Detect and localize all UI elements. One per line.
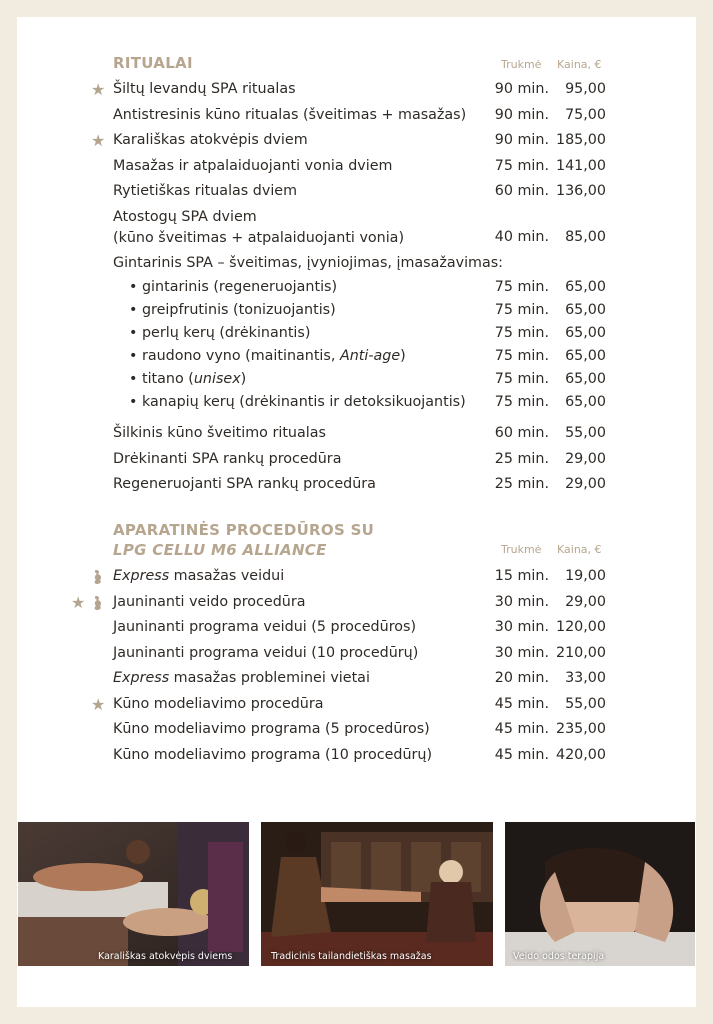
service-name: Antistresinis kūno ritualas (šveitimas + masažas) — [113, 106, 467, 123]
service-name — [113, 564, 284, 590]
service-duration: 75 min. — [494, 302, 549, 318]
service-duration: 90 min. — [494, 132, 549, 148]
service-name-italic: Anti-age — [339, 348, 401, 364]
service-price: 235,00 — [555, 721, 606, 737]
service-row — [17, 564, 696, 590]
service-price: 65,00 — [565, 394, 606, 410]
section-subtitle: LPG CELLU M6 ALLIANCE — [113, 541, 327, 559]
service-duration: 25 min. — [494, 476, 549, 492]
service-name: Šiltų levandų SPA ritualas — [113, 81, 296, 97]
service-price: 85,00 — [565, 228, 606, 245]
service-price: 185,00 — [555, 132, 606, 148]
service-price: 33,00 — [565, 670, 606, 686]
service-row — [17, 345, 696, 368]
service-row — [17, 590, 696, 616]
service-row — [17, 368, 696, 391]
lpg-section — [17, 520, 696, 768]
service-name: Karališkas atokvėpis dviem — [113, 132, 308, 148]
service-price: 55,00 — [565, 695, 606, 712]
service-duration: 45 min. — [494, 746, 549, 763]
service-name: Masažas ir atpalaiduojanti vonia dviem — [113, 157, 393, 174]
service-name-part: masažas probleminei vietai — [169, 670, 370, 686]
service-price: 75,00 — [565, 106, 606, 123]
service-price: 136,00 — [555, 183, 606, 199]
service-row — [17, 179, 696, 205]
service-name: Jauninanti veido procedūra — [113, 593, 306, 610]
service-name — [113, 666, 370, 692]
service-price: 65,00 — [565, 302, 606, 318]
section-title: APARATINĖS PROCEDŪROS SU — [113, 521, 375, 539]
price-column-header: Kaina, € — [557, 58, 602, 71]
lpg-device-icon — [92, 595, 104, 611]
service-price: 65,00 — [565, 325, 606, 341]
service-duration: 60 min. — [494, 425, 549, 441]
service-name: • kanapių kerų (drėkinantis ir detoksikuojantis) — [129, 394, 466, 410]
service-name: • greipfrutinis (tonizuojantis) — [129, 302, 336, 318]
service-duration: 15 min. — [494, 568, 549, 584]
section-title: RITUALAI — [113, 54, 193, 72]
duration-column-header: Trukmė — [501, 58, 542, 71]
service-price: 95,00 — [565, 81, 606, 97]
service-price: 29,00 — [565, 593, 606, 610]
photo-thai-massage — [261, 822, 493, 966]
service-duration: 60 min. — [494, 183, 549, 199]
service-name: Kūno modeliavimo procedūra — [113, 695, 324, 712]
service-name: Kūno modeliavimo programa (10 procedūrų) — [113, 746, 433, 763]
service-name: Rytietiškas ritualas dviem — [113, 183, 298, 199]
photo-facial-therapy-image — [505, 822, 695, 966]
service-row — [17, 615, 696, 641]
service-price: 120,00 — [555, 619, 606, 635]
star-icon: ★ — [71, 592, 86, 612]
service-duration: 75 min. — [494, 394, 549, 410]
service-price: 420,00 — [555, 746, 606, 763]
star-icon: ★ — [91, 694, 106, 714]
service-name-italic: unisex — [193, 371, 241, 387]
service-row — [17, 743, 696, 769]
service-name: Šilkinis kūno šveitimo ritualas — [113, 425, 326, 441]
duration-column-header: Trukmė — [501, 543, 542, 556]
service-name — [113, 207, 404, 249]
service-duration: 75 min. — [494, 371, 549, 387]
rituals-header — [17, 53, 696, 77]
photo-caption: Karališkas atokvėpis dviems — [98, 951, 233, 962]
service-row — [17, 103, 696, 129]
photo-couples-massage — [18, 822, 249, 966]
service-row — [17, 299, 696, 322]
lpg-header — [17, 520, 696, 564]
service-name: Gintarinis SPA – šveitimas, įvyniojimas, įmasažavimas: — [113, 254, 504, 271]
photo-thai-massage-image — [261, 822, 493, 966]
service-name: • perlų kerų (drėkinantis) — [129, 325, 311, 341]
service-row — [17, 391, 696, 421]
service-price: 29,00 — [565, 476, 606, 492]
service-row — [17, 154, 696, 180]
service-duration: 75 min. — [494, 325, 549, 341]
service-price: 19,00 — [565, 568, 606, 584]
service-row — [17, 717, 696, 743]
service-duration: 20 min. — [494, 670, 549, 686]
service-name: Jauninanti programa veidui (10 procedūrų) — [113, 644, 419, 661]
service-name: Drėkinanti SPA rankų procedūra — [113, 450, 342, 467]
service-name: Kūno modeliavimo programa (5 procedūros) — [113, 721, 430, 737]
service-duration: 75 min. — [494, 157, 549, 174]
service-duration: 30 min. — [494, 593, 549, 610]
star-icon: ★ — [91, 80, 106, 99]
service-row — [17, 447, 696, 473]
rituals-section — [17, 53, 696, 498]
service-group-heading — [17, 251, 696, 277]
service-duration: 30 min. — [494, 619, 549, 635]
service-price: 141,00 — [555, 157, 606, 174]
star-icon: ★ — [91, 131, 106, 150]
service-name-part: masažas veidui — [169, 568, 285, 584]
service-row — [17, 322, 696, 345]
service-name — [129, 345, 406, 368]
service-price: 210,00 — [555, 644, 606, 661]
service-name-part: • titano ( — [129, 371, 194, 387]
service-row — [17, 641, 696, 667]
service-name-part: • raudono vyno (maitinantis, — [129, 348, 340, 364]
service-name — [129, 368, 246, 391]
photo-caption: Veido odos terapija — [513, 951, 605, 962]
service-name: Jauninanti programa veidui (5 procedūros) — [113, 619, 417, 635]
service-price: 65,00 — [565, 371, 606, 387]
price-column-header: Kaina, € — [557, 543, 602, 556]
service-duration: 30 min. — [494, 644, 549, 661]
service-row — [17, 472, 696, 498]
service-name-italic: Express — [113, 670, 170, 686]
service-duration: 45 min. — [494, 695, 549, 712]
service-price: 65,00 — [565, 279, 606, 295]
service-name-italic: Express — [113, 568, 170, 584]
service-duration: 90 min. — [494, 106, 549, 123]
service-name-line2: (kūno šveitimas + atpalaiduojanti vonia) — [113, 229, 405, 246]
service-price: 55,00 — [565, 425, 606, 441]
service-name: Regeneruojanti SPA rankų procedūra — [113, 476, 376, 492]
service-row — [17, 205, 696, 251]
service-duration: 40 min. — [494, 228, 549, 245]
service-name-part: ) — [400, 348, 406, 364]
service-name: • gintarinis (regeneruojantis) — [129, 279, 338, 295]
service-name-line1: Atostogų SPA dviem — [113, 208, 257, 225]
service-duration: 25 min. — [494, 450, 549, 467]
service-row — [17, 77, 696, 103]
service-row — [17, 276, 696, 299]
service-name-part: ) — [240, 371, 247, 387]
photo-facial-therapy — [505, 822, 695, 966]
service-duration: 90 min. — [494, 81, 549, 97]
service-row — [17, 128, 696, 154]
service-duration: 75 min. — [494, 348, 549, 364]
lpg-device-icon — [92, 569, 104, 585]
photo-couples-massage-image — [18, 822, 249, 966]
service-price: 29,00 — [565, 450, 606, 467]
photo-caption: Tradicinis tailandietiškas masažas — [271, 951, 432, 962]
service-row — [17, 421, 696, 447]
service-row — [17, 666, 696, 692]
service-duration: 75 min. — [494, 279, 549, 295]
service-duration: 45 min. — [494, 721, 549, 737]
service-row — [17, 692, 696, 718]
service-price: 65,00 — [565, 348, 606, 364]
